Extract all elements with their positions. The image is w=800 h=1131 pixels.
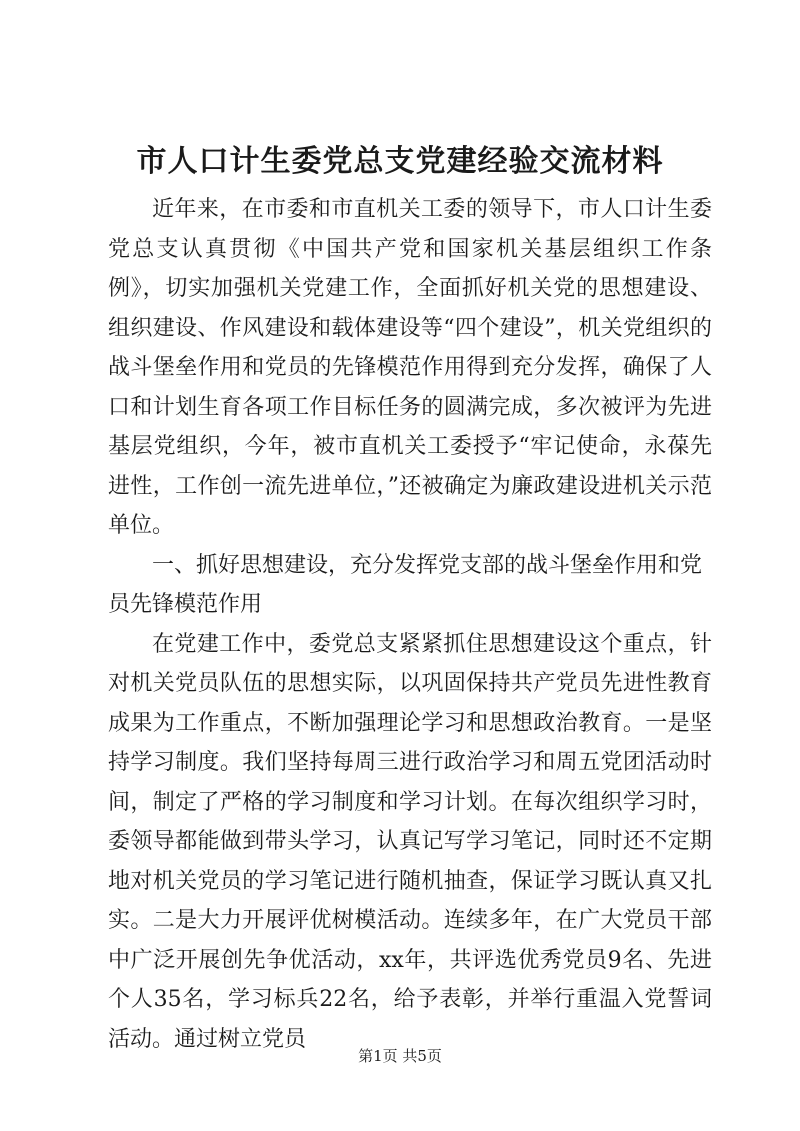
- document-title: 市人口计生委党总支党建经验交流材料: [136, 144, 664, 179]
- intro-paragraph: 近年来，在市委和市直机关工委的领导下，市人口计生委党总支认真贯彻《中国共产党和国家机关基层组织工作条例》，切实加强机关党建工作，全面抓好机关党的思想建设、组织建设、作风建设和载体建设等“四个建设”，机关党组织的战斗堡垒作用和党员的先锋模范作用得到充分发挥，确保了人口和计划生育各项工作目标任务的圆满完成，多次被评为先进基层党组织，今年，被市直机关工委授予“牢记使命，永葆先进性，工作创一流先进单位，”还被确定为廉政建设进机关示范单位。: [108, 197, 712, 538]
- section-heading-1: 一、抓好思想建设，充分发挥党支部的战斗堡垒作用和党员先锋模范作用: [108, 552, 703, 617]
- page-footer: 第1页 共5页: [358, 1047, 442, 1065]
- section-1-paragraph: 在党建工作中，委党总支紧紧抓住思想建设这个重点，针对机关党员队伍的思想实际，以巩固保持共产党员先进性教育成果为工作重点，不断加强理论学习和思想政治教育。一是坚持学习制度。我们坚持每周三进行政治学习和周五党团活动时间，制定了严格的学习制度和学习计划。在每次组织学习时，委领导都能做到带头学习，认真记写学习笔记，同时还不定期地对机关党员的学习笔记进行随机抽查，保证学习既认真又扎实。二是大力开展评优树模活动。连续多年，在广大党员干部中广泛开展创先争优活动，xx年，共评选优秀党员9名、先进个人35名，学习标兵22名，给予表彰，并举行重温入党誓词活动。通过树立党员: [108, 631, 712, 1052]
- document-body: [108, 190, 712, 1059]
